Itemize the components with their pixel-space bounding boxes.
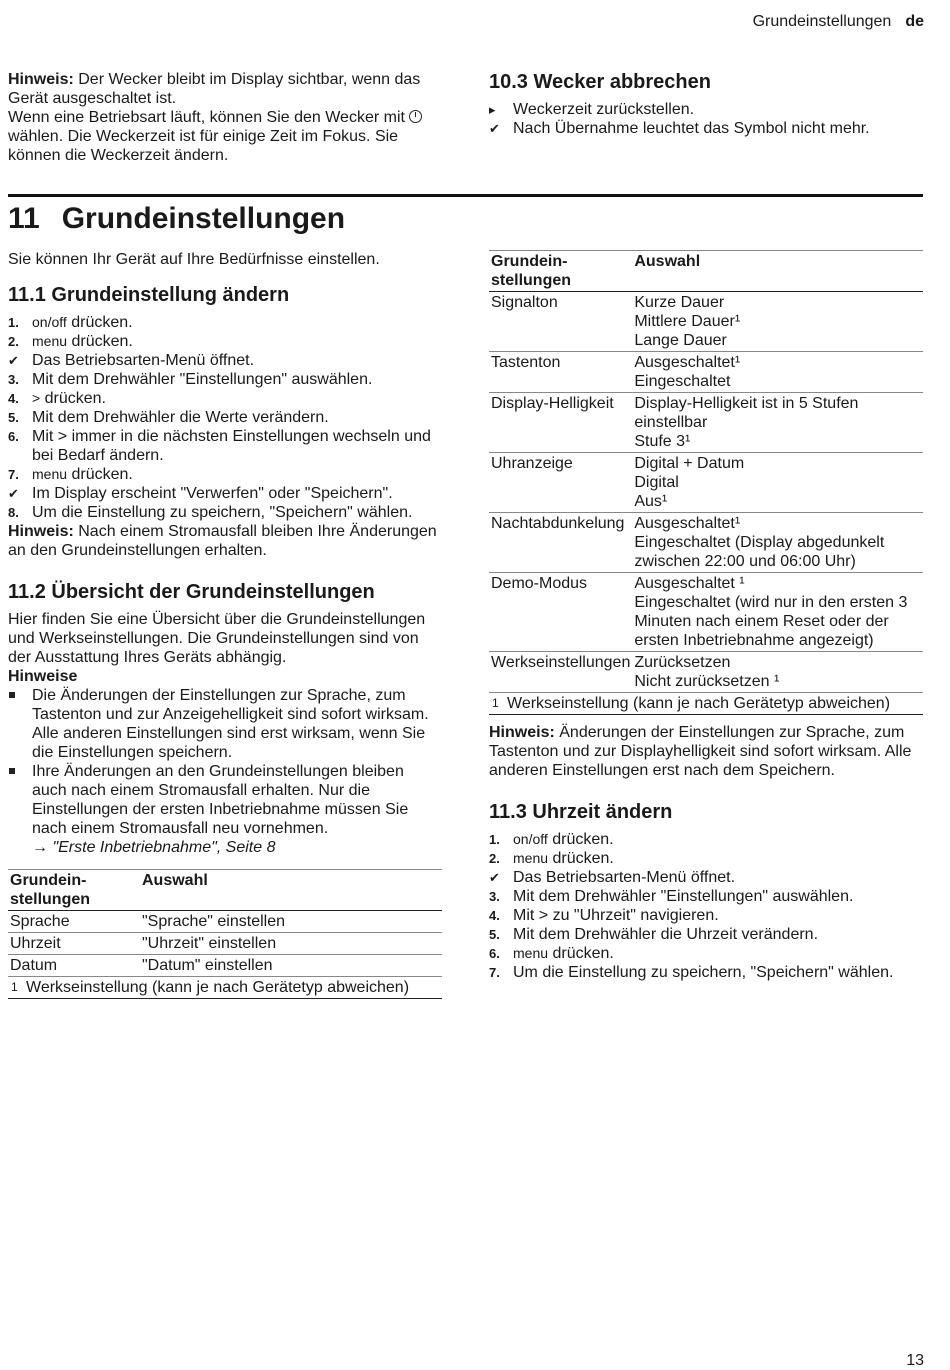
step-item — [8, 332, 442, 351]
step-number: 2. — [8, 334, 19, 349]
step-text: Um die Einstellung zu speichern, "Speichern" wählen. — [513, 964, 894, 981]
clock-icon — [409, 110, 422, 123]
cell-name: Uhranzeige — [489, 453, 632, 513]
footnote-mark: 1 — [11, 980, 18, 994]
hint-11-1 — [8, 522, 442, 560]
step-number: 6. — [8, 429, 19, 444]
step-text: Mit dem Drehwähler die Uhrzeit verändern. — [513, 926, 819, 943]
cell-value: Mittlere Dauer¹ — [634, 313, 741, 330]
list-item — [489, 119, 923, 138]
action-list — [489, 100, 923, 138]
cell-values — [632, 513, 923, 573]
right-column — [489, 250, 923, 982]
cell-value: Nicht zurücksetzen ¹ — [634, 673, 780, 690]
step-text: Das Betriebsarten-Menü öffnet. — [513, 869, 736, 886]
step-item — [489, 925, 923, 944]
top-left-block — [8, 70, 442, 165]
table-row — [489, 352, 923, 393]
cell-value: Digital — [634, 474, 679, 491]
table-row — [489, 453, 923, 513]
step-item — [489, 868, 923, 887]
cell-values — [632, 573, 923, 652]
top-hint — [8, 70, 442, 108]
step-text: Mit dem Drehwähler "Einstellungen" auswählen. — [513, 888, 854, 905]
step-text: drücken. — [66, 314, 133, 331]
step-item — [489, 849, 923, 868]
cell-name: Datum — [8, 955, 140, 977]
cell-value: Display-Helligkeit ist in 5 Stufen einstellbar — [634, 395, 859, 431]
hint-label: Hinweis: — [8, 523, 74, 540]
step-number: 1. — [489, 832, 500, 847]
table-row — [8, 933, 442, 955]
left-column — [8, 250, 442, 999]
step-item — [489, 944, 923, 963]
footnote-text: Werkseinstellung (kann je nach Gerätetyp abweichen) — [507, 695, 891, 712]
item-text: Weckerzeit zurückstellen. — [513, 101, 695, 118]
para-post: wählen. Die Weckerzeit ist für einige Zeit im Fokus. Sie können die Weckerzeit ändern. — [8, 128, 399, 164]
cell-name: Signalton — [489, 292, 632, 352]
section-11-2-para: Hier finden Sie eine Übersicht über die Grundeinstellungen und Werkseinstellungen. Die Grundeinstellungen sind von der Ausstattung Ihres Geräts abhängig. — [8, 611, 426, 666]
step-text: drücken. — [548, 850, 614, 867]
table-row — [8, 955, 442, 977]
footnote-mark: 1 — [492, 696, 499, 710]
cell-value: Eingeschaltet (Display abgedunkelt zwischen 22:00 und 06:00 Uhr) — [634, 534, 885, 570]
step-text: drücken. — [547, 831, 614, 848]
step-item — [8, 427, 442, 465]
key-label: menu — [32, 466, 68, 482]
step-number: 1. — [8, 315, 19, 330]
hint-text: Nach einem Stromausfall bleiben Ihre Änderungen an den Grundeinstellungen erhalten. — [8, 523, 437, 559]
page-number: 13 — [906, 1352, 924, 1369]
step-number: 3. — [489, 889, 500, 904]
header-section: Grundeinstellungen — [752, 13, 892, 30]
table-body — [489, 292, 923, 693]
cell-value: Ausgeschaltet¹ — [634, 515, 741, 532]
chapter-title-text: Grundeinstellungen — [61, 202, 346, 235]
col-header: Grundein-stellungen — [489, 251, 632, 292]
square-bullet-icon — [9, 768, 15, 774]
cell-value: Stufe 3¹ — [634, 433, 691, 450]
cell-values — [632, 652, 923, 693]
item-text: Nach Übernahme leuchtet das Symbol nicht mehr. — [513, 120, 870, 137]
right-hint — [489, 723, 923, 780]
step-item — [489, 906, 923, 925]
table-row — [8, 911, 442, 933]
notes-list — [8, 686, 442, 857]
cell-value: Digital + Datum — [634, 455, 745, 472]
step-item — [8, 484, 442, 503]
key-label: menu — [513, 850, 549, 866]
step-text: drücken. — [40, 390, 106, 407]
step-number: 7. — [8, 467, 19, 482]
key-label: menu — [513, 945, 549, 961]
cell-value: Eingeschaltet — [634, 373, 731, 390]
step-item — [8, 503, 442, 522]
hint-label: Hinweis: — [489, 724, 555, 741]
table-footnote — [489, 693, 923, 715]
step-text: drücken. — [548, 945, 614, 962]
hint-label: Hinweis: — [8, 71, 74, 88]
square-bullet-icon — [9, 692, 15, 698]
chapter-rule — [8, 194, 923, 197]
note-item — [8, 686, 442, 762]
cell-values — [632, 352, 923, 393]
step-number: 7. — [489, 965, 500, 980]
step-number: 5. — [489, 927, 500, 942]
step-number: 4. — [489, 908, 500, 923]
list-item — [489, 100, 923, 119]
section-10-3 — [489, 70, 923, 138]
cell-value: "Sprache" einstellen — [140, 911, 442, 933]
settings-table-right — [489, 250, 923, 715]
cell-value: Lange Dauer — [634, 332, 727, 349]
col-header: Auswahl — [140, 870, 442, 911]
step-text: Das Betriebsarten-Menü öffnet. — [32, 352, 255, 369]
step-number: 4. — [8, 391, 19, 406]
cell-value: "Datum" einstellen — [140, 955, 442, 977]
step-number: 8. — [8, 505, 19, 520]
cell-value: Kurze Dauer — [634, 294, 725, 311]
section-title: 10.3 Wecker abbrechen — [489, 71, 711, 93]
step-item — [8, 351, 442, 370]
section-11-2-title: 11.2 Übersicht der Grundeinstellungen — [8, 581, 375, 603]
check-icon: ✔ — [8, 486, 19, 501]
key-label: > — [32, 390, 41, 406]
key-label: menu — [32, 333, 68, 349]
step-number: 2. — [489, 851, 500, 866]
para-pre: Wenn eine Betriebsart läuft, können Sie den Wecker mit — [8, 109, 410, 126]
cell-value: Aus¹ — [634, 493, 668, 510]
table-header — [8, 870, 442, 911]
table-row — [489, 652, 923, 693]
action-arrow-icon: ▸ — [489, 102, 496, 117]
table-row — [489, 573, 923, 652]
cell-values — [632, 393, 923, 453]
table-row — [489, 393, 923, 453]
step-number: 3. — [8, 372, 19, 387]
intro-text: Sie können Ihr Gerät auf Ihre Bedürfnisse einstellen. — [8, 251, 380, 268]
cell-name: Tastenton — [489, 352, 632, 393]
cell-value: Ausgeschaltet ¹ — [634, 575, 745, 592]
cell-values — [632, 453, 923, 513]
footnote-text: Werkseinstellung (kann je nach Gerätetyp abweichen) — [26, 979, 410, 996]
step-text: Mit dem Drehwähler "Einstellungen" auswählen. — [32, 371, 373, 388]
cell-name: Uhrzeit — [8, 933, 140, 955]
hint-text: Der Wecker bleibt im Display sichtbar, wenn das Gerät ausgeschaltet ist. — [8, 71, 421, 107]
chapter-number: 11 — [8, 202, 40, 235]
settings-table-left — [8, 869, 442, 999]
hint-text: Änderungen der Einstellungen zur Sprache, zum Tastenton und zur Displayhelligkeit sind sofort wirksam. Alle anderen Einstellungen erst nach dem Speichern. — [489, 724, 912, 779]
steps-11-3 — [489, 830, 923, 982]
step-item — [8, 408, 442, 427]
key-label: on/off — [32, 314, 67, 330]
running-header — [753, 12, 924, 31]
col-header: Grundein-stellungen — [8, 870, 140, 911]
cell-value: Ausgeschaltet¹ — [634, 354, 741, 371]
check-icon: ✔ — [489, 121, 500, 136]
top-para — [8, 108, 442, 165]
step-text: Mit dem Drehwähler die Werte verändern. — [32, 409, 329, 426]
cross-reference-link[interactable]: → "Erste Inbetriebnahme", Seite 8 — [32, 839, 276, 856]
table-header — [489, 251, 923, 292]
cell-value: Zurücksetzen — [634, 654, 731, 671]
step-item — [8, 389, 442, 408]
cell-name: Werkseinstellungen — [489, 652, 632, 693]
step-item — [489, 963, 923, 982]
cell-name: Display-Helligkeit — [489, 393, 632, 453]
note-text: Ihre Änderungen an den Grundeinstellungen bleiben auch nach einem Stromausfall erhalten. Nur die Einstellungen der ersten Inbetriebnahme müssen Sie nach einem Stromausfall neu vornehmen. — [32, 763, 409, 837]
step-number: 5. — [8, 410, 19, 425]
cell-name: Demo-Modus — [489, 573, 632, 652]
table-row — [489, 513, 923, 573]
step-item — [8, 465, 442, 484]
step-text: drücken. — [67, 466, 133, 483]
cell-name: Nachtabdunkelung — [489, 513, 632, 573]
table-row — [489, 292, 923, 352]
cell-value: "Uhrzeit" einstellen — [140, 933, 442, 955]
step-item — [8, 313, 442, 332]
step-item — [489, 887, 923, 906]
step-text: Mit > immer in die nächsten Einstellungen wechseln und bei Bedarf ändern. — [32, 428, 431, 464]
step-text: Im Display erscheint "Verwerfen" oder "Speichern". — [32, 485, 393, 502]
step-text: Um die Einstellung zu speichern, "Speichern" wählen. — [32, 504, 413, 521]
section-11-1-title: 11.1 Grundeinstellung ändern — [8, 284, 290, 306]
col-header: Auswahl — [632, 251, 923, 292]
step-item — [8, 370, 442, 389]
check-icon: ✔ — [8, 353, 19, 368]
chapter-title — [8, 199, 345, 239]
cell-values — [632, 292, 923, 352]
step-text: drücken. — [67, 333, 133, 350]
section-11-3-title: 11.3 Uhrzeit ändern — [489, 801, 673, 823]
cell-value: Eingeschaltet (wird nur in den ersten 3 Minuten nach einem Reset oder der ersten Inbetriebnahme angezeigt) — [634, 594, 908, 649]
steps-11-1 — [8, 313, 442, 522]
step-text: Mit > zu "Uhrzeit" navigieren. — [513, 907, 719, 924]
step-item — [489, 830, 923, 849]
note-text: Die Änderungen der Einstellungen zur Sprache, zum Tastenton und zur Anzeigehelligkeit sind sofort wirksam. Alle anderen Einstellungen sind erst wirksam, wenn Sie die Einstellungen speichern. — [32, 687, 429, 761]
key-label: on/off — [513, 831, 548, 847]
cell-name: Sprache — [8, 911, 140, 933]
step-number: 6. — [489, 946, 500, 961]
note-item — [8, 762, 442, 857]
check-icon: ✔ — [489, 870, 500, 885]
notes-title: Hinweise — [8, 668, 78, 685]
table-footnote — [8, 977, 442, 999]
header-lang: de — [905, 13, 924, 30]
